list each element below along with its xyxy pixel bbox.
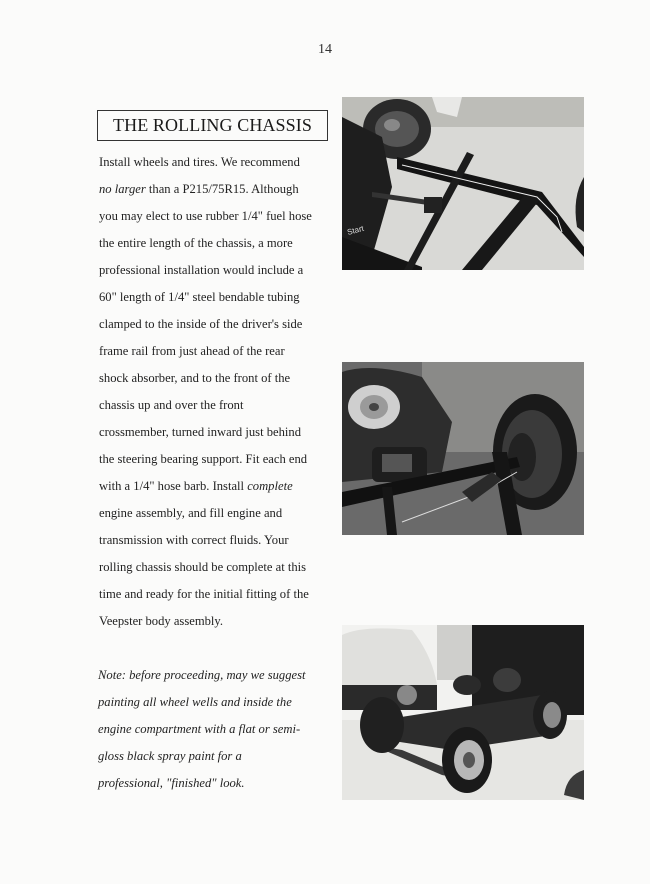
engine-wheel-illustration	[342, 362, 584, 535]
body-line	[99, 419, 339, 446]
body-line	[99, 500, 339, 527]
body-text-segment: frame rail from just ahead of the rear	[99, 344, 285, 358]
body-line	[99, 392, 339, 419]
body-text-segment: clamped to the inside of the driver's side	[99, 317, 303, 331]
body-line	[99, 230, 339, 257]
body-line	[99, 176, 339, 203]
emphasis-text: complete	[247, 479, 293, 493]
painting-note	[98, 662, 338, 797]
body-text-segment: than a P215/75R15. Although	[145, 182, 299, 196]
engine-wheel-photo	[342, 362, 584, 535]
rolling-chassis-photo	[342, 625, 584, 800]
body-text-segment: time and ready for the initial fitting of the	[99, 587, 309, 601]
body-line	[99, 554, 339, 581]
body-text-segment: you may elect to use rubber 1/4" fuel hose	[99, 209, 312, 223]
body-text-segment: Install wheels and tires. We recommend	[99, 155, 300, 169]
body-line	[99, 446, 339, 473]
body-text-segment: the steering bearing support. Fit each end	[99, 452, 308, 466]
body-text-segment: engine assembly, and fill engine and	[99, 506, 283, 520]
body-line	[99, 311, 339, 338]
body-line	[99, 581, 339, 608]
body-line	[99, 203, 339, 230]
note-line: painting all wheel wells and inside the	[98, 695, 292, 709]
body-text-segment: crossmember, turned inward just behind	[99, 425, 301, 439]
note-line: Note: before proceeding, may we suggest	[98, 668, 306, 682]
emphasis-text: no larger	[99, 182, 146, 196]
body-text-segment: shock absorber, and to the front of the	[99, 371, 291, 385]
section-title	[97, 110, 328, 141]
body-line	[99, 338, 339, 365]
note-line: engine compartment with a flat or semi-	[98, 722, 301, 736]
rolling-chassis-illustration	[342, 625, 584, 800]
body-text-segment: 60" length of 1/4" steel bendable tubing	[99, 290, 300, 304]
body-text-segment: with a 1/4" hose barb. Install	[99, 479, 248, 493]
instructions-paragraph	[99, 149, 339, 635]
body-text-segment: chassis up and over the front	[99, 398, 244, 412]
section-title-text: THE ROLLING CHASSIS	[113, 115, 312, 135]
body-line	[99, 284, 339, 311]
photo-label-fragment: Start	[346, 223, 365, 237]
note-line: gloss black spray paint for a	[98, 749, 242, 763]
body-text-segment: Veepster body assembly.	[99, 614, 224, 628]
chassis-frame-photo	[342, 97, 584, 270]
body-line	[99, 257, 339, 284]
note-line: professional, "finished" look.	[98, 776, 245, 790]
body-line	[99, 608, 339, 635]
body-text-segment: the entire length of the chassis, a more	[99, 236, 293, 250]
body-line	[99, 527, 339, 554]
page-number: 14	[318, 42, 332, 57]
body-text-segment: professional installation would include a	[99, 263, 304, 277]
body-line	[99, 365, 339, 392]
chassis-frame-illustration	[342, 97, 584, 270]
body-line	[99, 473, 339, 500]
body-line	[99, 149, 339, 176]
body-text-segment: rolling chassis should be complete at this	[99, 560, 307, 574]
body-text-segment: transmission with correct fluids. Your	[99, 533, 289, 547]
